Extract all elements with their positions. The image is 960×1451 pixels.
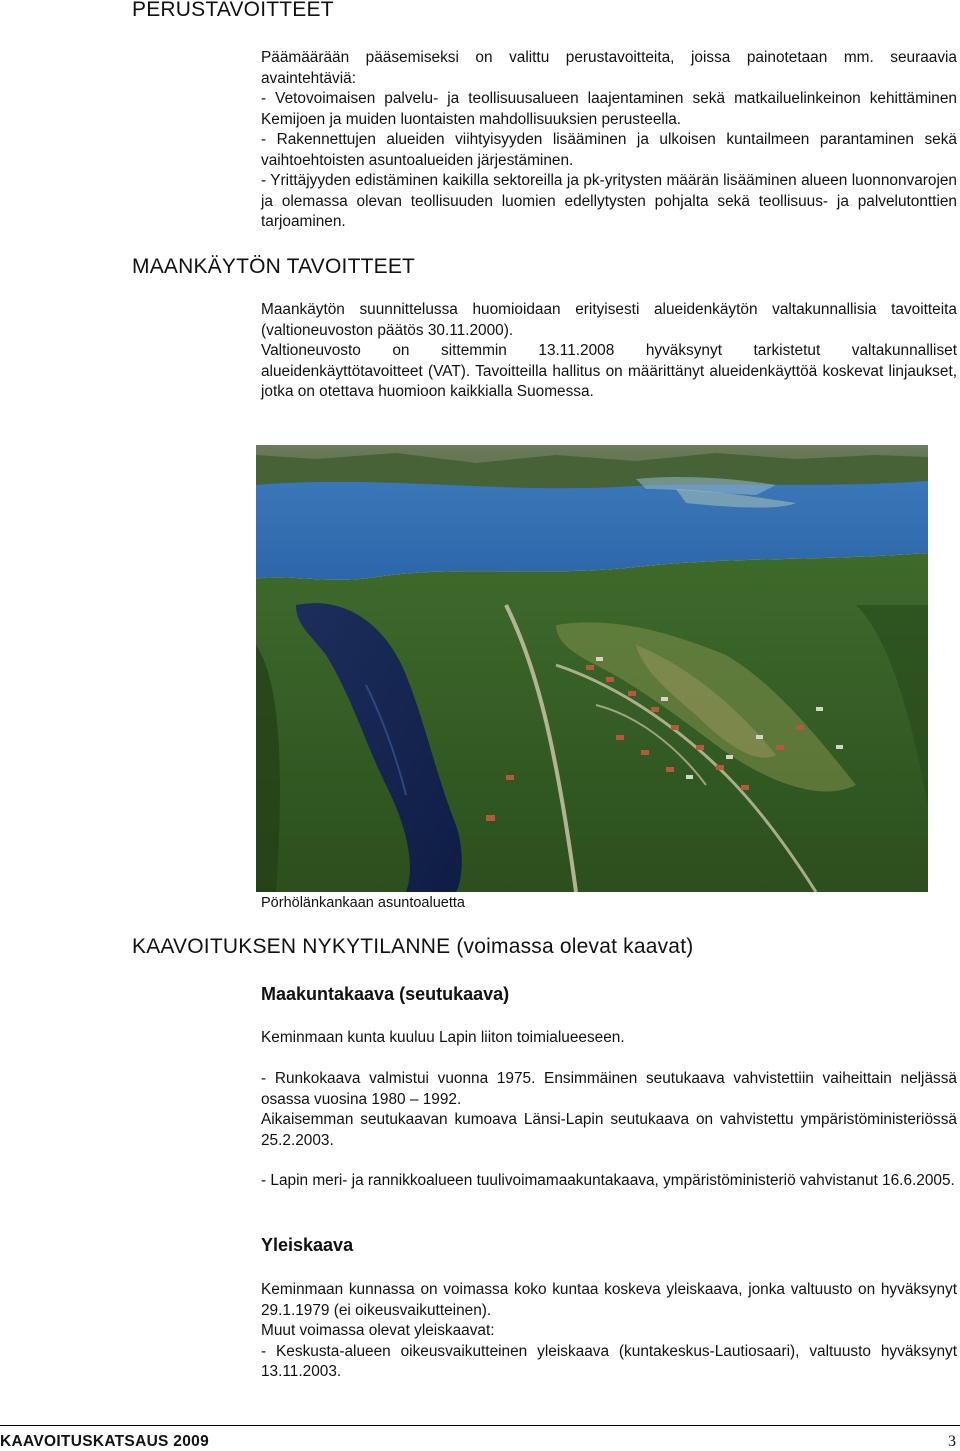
page-number: 3 <box>948 1433 956 1450</box>
heading-kaavoituksen-nykytilanne: KAAVOITUKSEN NYKYTILANNE (voimassa olevat kaavat) <box>132 935 694 958</box>
aerial-photo <box>256 445 928 892</box>
maankaytto-body <box>261 300 957 403</box>
paragraph: - Vetovoimaisen palvelu- ja teollisuusalueen laajentaminen sekä matkailuelinkeinon kehittäminen Kemijoen ja muiden luontaisten mahdollisuuksien perusteella. <box>261 90 957 128</box>
heading-yleiskaava: Yleiskaava <box>261 1235 354 1255</box>
paragraph: - Rakennettujen alueiden viihtyisyyden lisääminen ja ulkoisen kuntailmeen parantaminen sekä vaihtoehtoisten asuntoalueiden järjestäminen. <box>261 131 957 169</box>
maakunta-paragraph-1: Keminmaan kunta kuuluu Lapin liiton toimialueeseen. <box>261 1029 625 1046</box>
paragraph: - Yrittäjyyden edistäminen kaikilla sektoreilla ja pk-yritysten määrän lisääminen alueen luonnonvarojen ja olemassa olevan teollisuuden luomien edellytysten pohjalta sekä teollisuus- ja palvelutonttien tarjoaminen. <box>261 172 957 230</box>
paragraph: - Keskusta-alueen oikeusvaikutteinen yleiskaava (kuntakeskus-Lautiosaari), valtuusto hyväksynyt 13.11.2003. <box>261 1342 957 1380</box>
heading-perustavoitteet: PERUSTAVOITTEET <box>132 0 334 21</box>
paragraph: Muut voimassa olevat yleiskaavat: <box>261 1322 495 1339</box>
heading-maakuntakaava: Maakuntakaava (seutukaava) <box>261 984 510 1004</box>
yleiskaava-body <box>261 1280 957 1383</box>
photo-caption: Pörhölänkankaan asuntoaluetta <box>261 895 465 911</box>
paragraph: Aikaisemman seutukaavan kumoava Länsi-Lapin seutukaava on vahvistettu ympäristöministeriössä 25.2.2003. <box>261 1111 957 1149</box>
paragraph: Keminmaan kunnassa on voimassa koko kuntaa koskeva yleiskaava, jonka valtuusto on hyväksynyt 29.1.1979 (ei oikeusvaikutteinen). <box>261 1281 957 1319</box>
paragraph: Maankäytön suunnittelussa huomioidaan erityisesti alueidenkäytön valtakunnallisia tavoitteita (valtioneuvoston päätös 30.11.2000). <box>261 301 957 339</box>
maakunta-paragraph-2 <box>261 1069 957 1151</box>
heading-maankayton-tavoitteet: MAANKÄYTÖN TAVOITTEET <box>132 255 416 278</box>
footer-title: KAAVOITUSKATSAUS 2009 <box>0 1433 209 1450</box>
perustavoitteet-body <box>261 48 957 233</box>
paragraph: Päämäärään pääsemiseksi on valittu perustavoitteita, joissa painotetaan mm. seuraavia avaintehtäviä: <box>261 49 957 87</box>
paragraph: - Runkokaava valmistui vuonna 1975. Ensimmäinen seutukaava vahvistettiin vaiheittain neljässä osassa vuosina 1980 – 1992. <box>261 1070 957 1108</box>
paragraph: Valtioneuvosto on sittemmin 13.11.2008 hyväksynyt tarkistetut valtakunnalliset alueidenkäyttötavoitteet (VAT). Tavoitteilla hallitus on määrittänyt alueidenkäyttöä koskevat linjaukset, jotka on otettava huomioon kaikkialla Suomessa. <box>261 342 957 400</box>
footer-rule <box>0 1425 960 1426</box>
maakunta-paragraph-3: - Lapin meri- ja rannikkoalueen tuulivoimamaakuntakaava, ympäristöministeriö vahvistanut 16.6.2005. <box>261 1172 955 1189</box>
